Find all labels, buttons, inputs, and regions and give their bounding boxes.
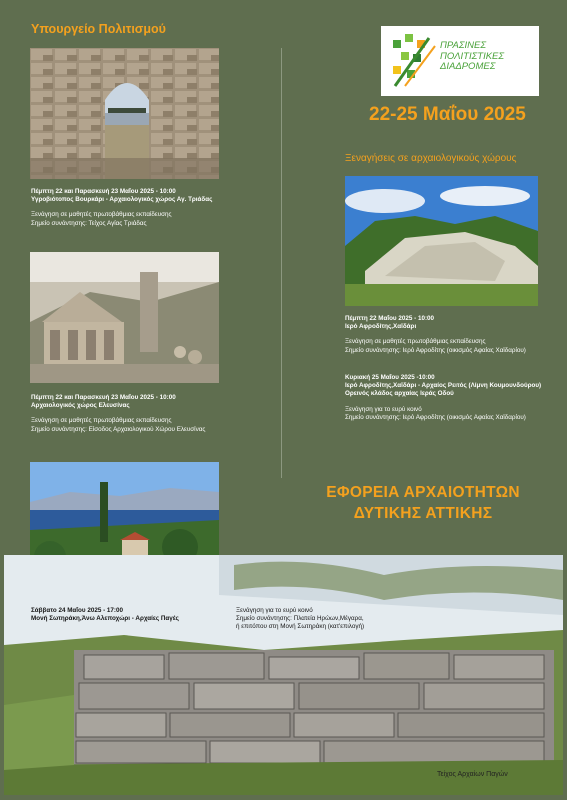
tours-heading: Ξεναγήσεις σε αρχαιολογικούς χώρους <box>345 153 517 164</box>
photo-agia-triada-arch <box>30 48 219 179</box>
event-3-where: Ιερό Αφροδίτης,Χαϊδάρι <box>345 323 417 331</box>
event-1-meeting: Σημείο συνάντησης: Τείχος Αγίας Τριάδας <box>31 219 147 227</box>
column-divider <box>281 48 282 478</box>
photo-caption: Τείχος Αρχαίων Παγών <box>437 771 508 778</box>
logo-line-2: ΠΟΛΙΤΙΣΤΙΚΕΣ <box>440 50 505 62</box>
event-2-where: Αρχαιολογικός χώρος Ελευσίνας <box>31 402 130 410</box>
event-2-when: Πέμπτη 22 και Παρασκευή 23 Μαΐου 2025 - 10:00 <box>31 394 176 401</box>
event-5-where: Μονή Σωτηράκη,Άνω Αλεποχώρι - Αρχαίες Παγές <box>31 615 179 623</box>
ministry-title: Υπουργείο Πολιτισμού <box>31 22 166 36</box>
event-card-4 <box>345 374 565 422</box>
event-5-meeting-2: ή επιτόπου στη Μονή Σωτηράκη (κατ'επιλογή) <box>236 623 365 631</box>
ephoreia-title <box>288 482 558 524</box>
logo-line-1: ΠΡΑΣΙΝΕΣ <box>440 40 487 51</box>
event-4-where: Ιερό Αφροδίτης,Χαϊδάρι - Αρχαίος Ρειτός (Λίμνη Κουμουνδούρου) <box>345 382 542 390</box>
ephoreia-line-2: ΔΥΤΙΚΗΣ ΑΤΤΙΚΗΣ <box>353 505 493 522</box>
event-card-5-details <box>236 607 426 632</box>
photo-aphrodite-sanctuary <box>345 176 538 306</box>
event-card-5 <box>31 607 231 623</box>
event-3-audience: Ξενάγηση σε μαθητές πρωτοβάθμιας εκπαίδευσης <box>345 338 486 346</box>
event-4-meeting: Σημείο συνάντησης: Ιερό Αφροδίτης (οικισμός Αφαίας Χαϊδαρίου) <box>345 413 526 421</box>
logo-line-3: ΔΙΑΔΡΟΜΕΣ <box>440 61 496 72</box>
event-3-meeting: Σημείο συνάντησης: Ιερό Αφροδίτης (οικισμός Αφαίας Χαϊδαρίου) <box>345 346 526 354</box>
event-1-where: Υγροβιότοπος Βουρκάρι - Αρχαιολογικός χώρος Αγ. Τριάδας <box>31 196 213 204</box>
event-5-audience: Ξενάγηση για το ευρύ κοινό <box>236 607 313 614</box>
event-2-meeting: Σημείο συνάντησης: Είσοδος Αρχαιολογικού Χώρου Ελευσίνας <box>31 425 206 433</box>
ephoreia-line-1: ΕΦΟΡΕΙΑ ΑΡΧΑΙΟΤΗΤΩΝ <box>326 484 520 501</box>
event-4-where-2: Ορεινός κλάδος αρχαίας Ιεράς Οδού <box>345 390 454 398</box>
event-5-meeting-1: Σημείο συνάντησης: Πλατεία Ηρώων,Μέγαρα, <box>236 615 364 623</box>
event-dates: 22-25 Μαΐου 2025 <box>369 104 526 125</box>
event-card-2 <box>31 394 271 434</box>
photo-eleusis <box>30 252 219 383</box>
event-2-audience: Ξενάγηση σε μαθητές πρωτοβάθμιας εκπαίδευσης <box>31 417 172 425</box>
event-card-1 <box>31 188 271 228</box>
logo-text <box>440 41 504 73</box>
event-4-when: Κυριακή 25 Μαΐου 2025 -10:00 <box>345 374 435 381</box>
event-4-audience: Ξενάγηση για το ευρύ κοινό <box>345 405 422 413</box>
event-card-3 <box>345 315 565 355</box>
event-5-when: Σάββατο 24 Μαΐου 2025 - 17:00 <box>31 607 124 614</box>
event-1-when: Πέμπτη 22 και Παρασκευή 23 Μαΐου 2025 - 10:00 <box>31 188 176 195</box>
event-3-when: Πέμπτη 22 Μαΐου 2025 - 10:00 <box>345 315 435 322</box>
event-1-audience: Ξενάγηση σε μαθητές πρωτοβάθμιας εκπαίδευσης <box>31 211 172 219</box>
photo-ancient-wall-pagai <box>4 555 563 795</box>
